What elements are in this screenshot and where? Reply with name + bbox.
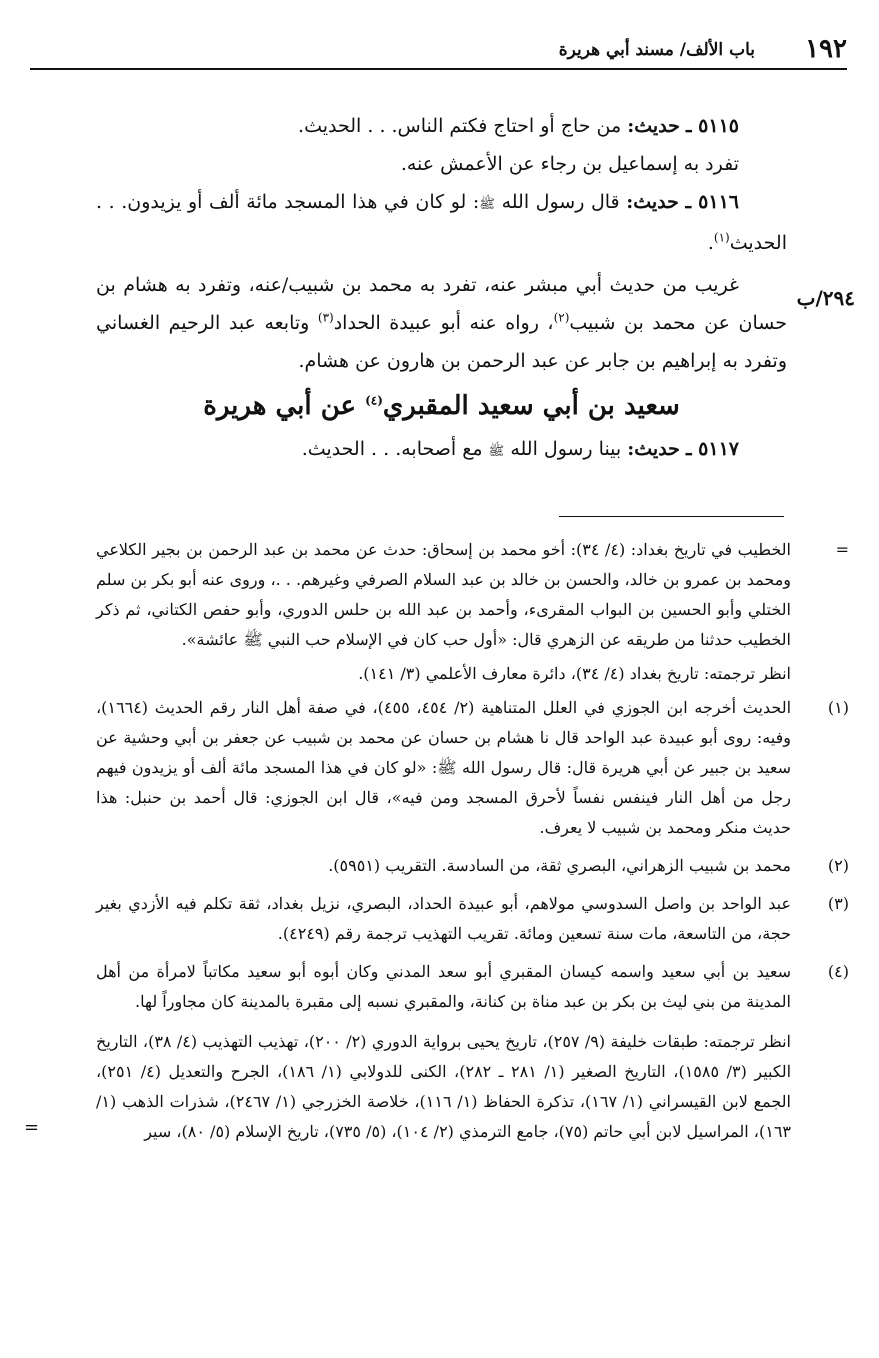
hadith-commentary: تفرد به إسماعيل بن رجاء عن الأعمش عنه. — [400, 153, 739, 175]
running-title: باب الألف/ مسند أبي هريرة — [558, 40, 755, 60]
footnote-text: الخطيب في تاريخ بغداد: (٤/ ٣٤): أخو محمد بن إسحاق: حدث عن محمد بن عبد الرحمن بن بجير الكلاعي ومحمد بن عمرو بن خالد، والحسن بن خالد بن عبد السلام الصرفي وغيرهم. . .، وروى عنه أبو بكر بن سلم الختلي وأبو الحسين بن البواب المقرىء، وأحمد بن عبد الله بن حلس الدوري، وأبو حفص الكتاني، ثم ذكر الخطيب حدثنا من طريقه عن الزهري قال: «أول حب كان في الإسلام حب النبي ﷺ عائشة». — [96, 540, 792, 649]
main-text — [96, 107, 787, 471]
footnote-ref[interactable]: (٢) — [553, 310, 570, 325]
footnote-number: (٣) — [827, 894, 849, 913]
hadith-text: بينا رسول الله — [510, 438, 622, 460]
hadith-number: ٥١١٦ ـ — [685, 191, 739, 213]
commentary-text: ، رواه عنه أبو عبيدة الحداد — [333, 312, 554, 334]
footnote-3 — [96, 889, 849, 949]
footnote-ref[interactable]: (٤) — [365, 393, 383, 408]
salla-glyph: ﷺ — [488, 444, 505, 459]
footnote-1 — [96, 693, 849, 843]
footnote-number: (٢) — [827, 856, 849, 875]
footnotes — [24, 535, 849, 1147]
footnote-text: محمد بن شبيب الزهراني، البصري ثقة، من السادسة. التقريب (٥٩٥١). — [328, 856, 791, 875]
footnote-continuation — [96, 535, 849, 655]
salla-glyph: ﷺ — [479, 197, 496, 212]
page-header — [30, 32, 847, 70]
page-number: ١٩٢ — [805, 34, 847, 64]
hadith-entry-5116 — [96, 183, 787, 262]
hadith-entry-5117 — [96, 430, 787, 471]
continuation-mark: = — [24, 1117, 40, 1138]
footnote-separator — [559, 516, 784, 517]
full-stop: . — [707, 232, 714, 254]
hadith-number: ٥١١٧ ـ — [685, 438, 739, 460]
hadith-text: من حاج أو احتاج فكتم الناس. . . الحديث. — [298, 115, 622, 137]
chapter-title: سعيد بن أبي سعيد المقبري — [382, 391, 680, 421]
hadith-commentary — [96, 266, 787, 380]
footnote-text: انظر ترجمته: طبقات خليفة (٩/ ٢٥٧)، تاريخ يحيى برواية الدوري (٢/ ٢٠٠)، تهذيب التهذيب (٤/ ٣٨)، التاريخ الكبير (٣/ ١٥٨٥)، التاريخ الصغير (١/ ٢٨١ ـ ٢٨٢)، الكنى للدولابي (١/ ١٨٦)، الجرح والتعديل (٤/ ٢٥١)، الجمع لابن القيسراني (١/ ١٦٧)، تذكرة الحفاظ (١/ ١١٦)، خلاصة الخزرجي (١/ ٢٤٦٧)، شذرات الذهب (١/ ١٦٣)، المراسيل لابن أبي حاتم (٧٥)، جامع الترمذي (٢/ ١٠٤)، (٥/ ٧٣٥)، تاريخ الإسلام (٥/ ٨٠)، سير — [96, 1032, 792, 1141]
commentary-text: وتابعه عبد الرحيم الغساني وتفرد به إبراهيم بن جابر عن عبد الرحمن بن هارون عن هشام. — [96, 312, 787, 372]
hadith-text: قال رسول الله — [501, 191, 620, 213]
footnote-number: (٤) — [827, 962, 849, 981]
footnote-reference-line: انظر ترجمته: تاريخ بغداد (٤/ ٣٤)، دائرة معارف الأعلمي (٣/ ١٤١). — [358, 664, 791, 683]
commentary-text: غريب من حديث أبي مبشر عنه، تفرد به محمد بن شبيب/عنه، وتفرد به هشام بن حسان عن محمد بن شبيب — [96, 274, 787, 334]
hadith-label: حديث: — [627, 438, 680, 460]
footnote-text: الحديث أخرجه ابن الجوزي في العلل المتناهية (٢/ ٤٥٤، ٤٥٥)، في صفة أهل النار رقم الحديث (١٦٦٤)، وفيه: روى أبو عبيدة عبد الواحد قال نا هشام بن حسان عن محمد بن شبيب عن جعفر بن أبي وحشية عن سعيد بن جبير عن أبي هريرة قال: قال رسول الله ﷺ: «لو كان في هذا المسجد مائة ألف أو يزيدون فيهم رجل من أهل النار فينفس نفساً لأحرق المسجد ومن فيه»، قال ابن الجوزي: قال أحمد بن حنبل: هذا حديث منكر ومحمد بن شبيب لا يعرف. — [96, 698, 792, 837]
hadith-number: ٥١١٥ ـ — [685, 115, 739, 137]
continuation-mark: = — [835, 540, 849, 559]
hadith-text-cont: : لو كان في هذا المسجد مائة ألف أو يزيدون. . . الحديث — [96, 191, 787, 254]
manuscript-folio-note: ٢٩٤/ب — [796, 286, 855, 310]
footnote-ref[interactable]: (١) — [713, 230, 730, 245]
hadith-label: حديث: — [627, 115, 680, 137]
footnote-reference-line — [24, 1027, 849, 1147]
footnote-2 — [96, 851, 849, 881]
footnote-text: عبد الواحد بن واصل السدوسي مولاهم، أبو عبيدة الحداد، البصري، نزيل بغداد، ثقة تكلم فيه الأزدي بغير حجة، من التاسعة، مات سنة تسعين ومائة. تقريب التهذيب ترجمة رقم (٤٢٤٩). — [96, 894, 791, 943]
hadith-entry-5115 — [96, 107, 787, 145]
chapter-heading — [96, 382, 787, 430]
hadith-text-cont: مع أصحابه. . . الحديث. — [301, 438, 489, 460]
chapter-title-cont: عن أبي هريرة — [203, 391, 366, 421]
footnote-4 — [96, 957, 849, 1017]
footnote-number: (١) — [827, 698, 849, 717]
footnote-ref[interactable]: (٣) — [317, 310, 334, 325]
footnote-text: سعيد بن أبي سعيد واسمه كيسان المقبري أبو سعد المدني وكان أبوه أبو سعيد مكاتباً لامرأة من أهل المدينة من بني ليث بن بكر بن عبد مناة بن كنانة، والمقبري نسبه إلى مقبرة بالمدينة كان مجاوراً لها. — [96, 962, 791, 1011]
hadith-label: حديث: — [626, 191, 679, 213]
